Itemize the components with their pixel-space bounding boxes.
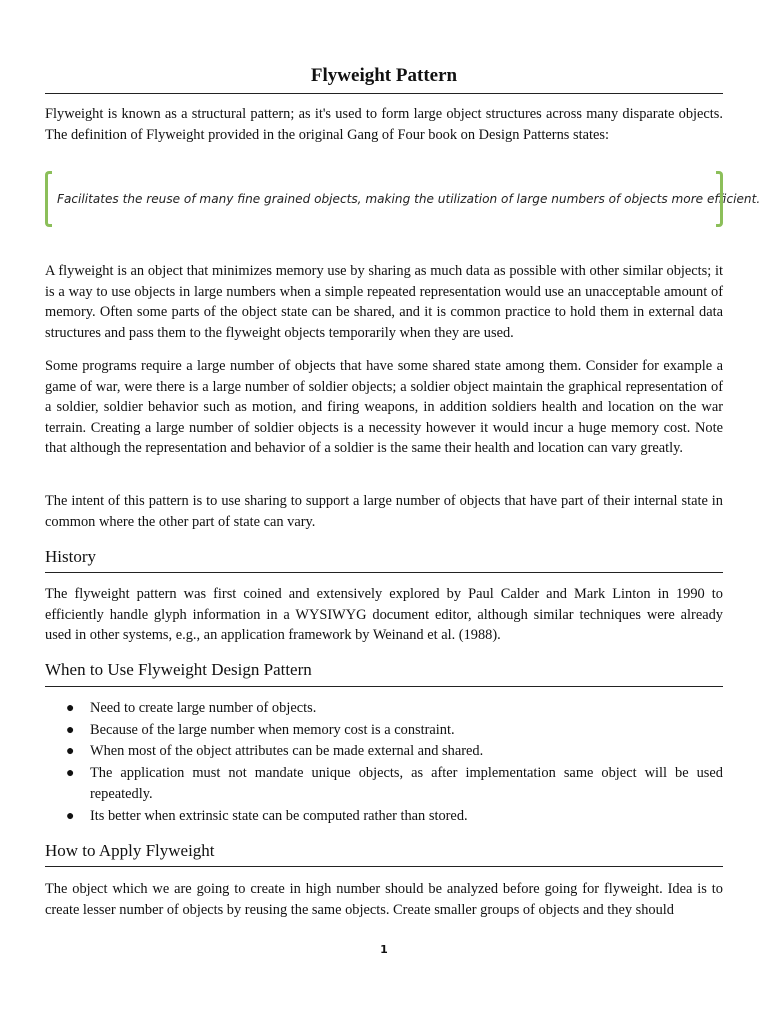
list-item bbox=[45, 763, 723, 806]
bullet-dot-icon: ● bbox=[66, 765, 75, 781]
how-to-apply-divider bbox=[45, 866, 723, 867]
list-item-text: When most of the object attributes can be made external and shared. bbox=[90, 743, 484, 759]
list-item-text: Because of the large number when memory cost is a constraint. bbox=[90, 721, 455, 738]
bullet-dot-icon: ● bbox=[66, 744, 75, 759]
page-number: 1 bbox=[380, 943, 388, 956]
quote-block bbox=[45, 171, 761, 227]
body-paragraph-1: A flyweight is an object that minimizes memory use by sharing as much data as possible with other similar objects; it is a way to use objects in large numbers when a simple repeated representation would use an unacceptable amount of memory. Often some parts of the object state can be shared, and it is common practice to hold them in external data structures and pass them to the flyweight objects temporarily when they are used. bbox=[45, 263, 723, 341]
list-item bbox=[45, 741, 723, 763]
list-item-text: Need to create large number of objects. bbox=[90, 700, 317, 716]
bullet-dot-icon: ● bbox=[66, 808, 75, 824]
list-item-text: Its better when extrinsic state can be computed rather than stored. bbox=[90, 807, 468, 824]
bullet-dot-icon: ● bbox=[66, 701, 75, 716]
intro-paragraph: Flyweight is known as a structural pattern; as it's used to form large object structures across many disparate objects. The definition of Flyweight provided in the original Gang of Four book on Design Patterns states: bbox=[45, 106, 723, 143]
when-to-use-list bbox=[45, 698, 723, 827]
body-paragraph-3: The intent of this pattern is to use sharing to support a large number of objects that have part of their internal state in common where the other part of state can vary. bbox=[45, 493, 723, 530]
list-item bbox=[45, 720, 723, 742]
list-item bbox=[45, 698, 723, 720]
page-title: Flyweight Pattern bbox=[310, 65, 458, 86]
left-bracket-icon bbox=[45, 171, 52, 227]
list-item bbox=[45, 806, 723, 828]
history-paragraph: The flyweight pattern was first coined and extensively explored by Paul Calder and Mark Linton in 1990 to efficiently handle glyph information in a WYSIWYG document editor, although similar techniques were already used in other systems, e.g., an application framework by Weinand et al. (1988). bbox=[45, 586, 723, 644]
when-to-use-divider bbox=[45, 686, 723, 687]
title-divider bbox=[45, 93, 723, 94]
how-to-apply-paragraph: The object which we are going to create in high number should be analyzed before going for flyweight. Idea is to create lesser number of objects by reusing the same objects. Create smaller groups of objects and they should bbox=[45, 881, 723, 918]
how-to-apply-heading: How to Apply Flyweight bbox=[45, 841, 215, 860]
right-bracket-icon bbox=[716, 171, 723, 227]
when-to-use-heading: When to Use Flyweight Design Pattern bbox=[45, 660, 312, 679]
body-paragraph-2: Some programs require a large number of objects that have some shared state among them. Consider for example a game of war, were there is a large number of soldier objects; a soldier object maintain the graphical representation of a soldier, soldier behavior such as motion, and firing weapons, in addition soldiers health and location on the war terrain. Creating a large number of soldier objects is a necessity however it would incur a huge memory cost. Note that although the representation and behavior of a soldier is the same their health and location can vary greatly. bbox=[45, 358, 723, 457]
bullet-dot-icon: ● bbox=[66, 722, 75, 738]
quote-text: Facilitates the reuse of many fine grained objects, making the utilization of large numbers of objects more efficient. bbox=[57, 192, 761, 206]
history-heading: History bbox=[45, 547, 96, 566]
history-divider bbox=[45, 572, 723, 573]
list-item-text: The application must not mandate unique objects, as after implementation same object will be used repeatedly. bbox=[90, 764, 723, 802]
